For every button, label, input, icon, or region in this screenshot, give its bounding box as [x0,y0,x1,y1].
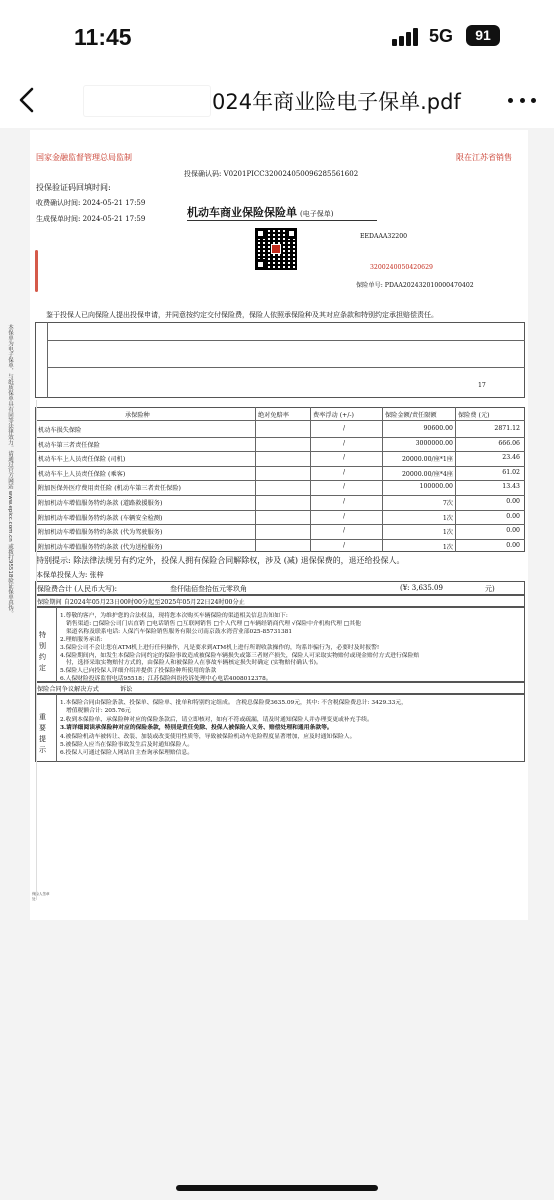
important-notice-item: 2.收到本保险单、承保险种对应的保险条款后，请立即核对，如有不符或疏漏，请及时通知保险人并办理变更或补充手续。 [60,716,373,723]
special-agreement-item: 付，选择采取实物赔付方式的，由保险人和被保险人在事故车辆核定损失时确定 (实物赔付确认书)。 [66,660,322,667]
special-notice: 特别提示: 除法律法规另有约定外，投保人拥有保险合同解除权，涉及 (减) 退保保费的，退还给投保人。 [36,556,405,565]
table-cell: 机动车第三者责任保险 [38,441,100,449]
table-header-cell: 承保险种 [125,412,150,419]
receipt-time: 收费确认时间: 2024-05-21 17:59 [36,199,146,207]
table-cell: 0.00 [506,527,520,535]
policy-number: 保险单号: PDAA202432010000470402 [356,282,474,289]
table-cell: 机动车损失保险 [38,427,82,434]
dispute-value: 诉讼 [120,686,133,693]
premium-total-label: 保险费合计 (人民币大写): [37,585,118,593]
red-number: 3200240050420629 [370,264,433,271]
table-cell: 附加医保外医疗费用责任险 (机动车第三者责任保险) [38,485,181,493]
table-cell: 附加机动车增值服务特约条款 (道路救援服务) [38,500,163,507]
region-text: 限在江苏省销售 [456,153,512,162]
table-cell: 0.00 [506,541,520,549]
important-notice-item: 增值税额合计: 205.76元 [66,708,131,715]
table-cell: 0.00 [506,512,520,520]
special-agreement-item: 销售渠道: □保险公司门店直销 □电话销售 □互联网销售 □个人代理 □车辆经销商代理 √保险中介机构代理 □其他 [66,620,361,627]
special-agreement-item: 5.保险人已向投保人详细介绍并提供了投保险种所使用的条款 [60,668,217,675]
redacted-filename [84,86,210,116]
special-agreement-label: 特别约定 [39,631,46,672]
table-cell: 1次 [442,514,453,522]
table-header-cell: 保险费 (元) [458,412,490,419]
table-cell: 13.43 [502,483,520,491]
table-cell: 100000.00 [419,483,453,491]
table-cell: 666.06 [498,439,520,447]
table-cell: 机动车车上人员责任保险 (乘客) [38,470,126,478]
table-cell: 3000000.00 [415,439,453,447]
table-header-cell: 保险金额/责任限额 [385,412,437,419]
footnote-stamp: 保险人签章处 [32,892,50,901]
nav-title-wrap [84,84,461,118]
more-button[interactable] [504,82,540,118]
back-button[interactable] [12,82,44,118]
regulator-text: 国家金融监督管理总局监制 [36,153,132,162]
table-cell: / [343,541,346,549]
important-notice-item: 4.被保险机动车被转让、改装、加装或改变使用性质等，导致被保险机动车危险程度显著增加，应及时通知保险人。 [60,733,356,740]
chevron-left-icon [12,82,44,118]
special-agreement-item: 1.尊敬的客户，为维护您的合法权益，现将您本次购买车辆保险的渠道相关信息告知如下: [60,613,288,619]
table-cell: / [343,483,346,491]
network-type: 5G [429,26,454,46]
table-cell: / [343,454,346,462]
verify-time-label: 投保验证码回填时间: [36,183,111,192]
important-notice-item: 1.本保险合同由保险条款、投保单、保险单、批单和特别约定组成。 含税总保险费3635.09元，其中: 不含税保险费总计: 3429.33元， [60,700,407,706]
table-cell: 附加机动车增值服务特约条款 (代为送检服务) [38,543,163,551]
signal-icon [392,28,422,46]
gen-time: 生成保单时间: 2024-05-21 17:59 [36,215,146,223]
vehicle-info-fragment: 17 [478,382,486,389]
important-notice-item: 5.被保险人应当在保险事故发生后及时通知保险人。 [60,742,194,748]
table-cell: 23.46 [502,454,520,462]
intro-text: 鉴于投保人已向保险人提出投保申请，并同意按约定交付保险费，保险人依照承保险种及其对应条款和特别约定承担赔偿责任。 [46,311,438,319]
table-cell: / [343,527,346,535]
premium-total-words: 叁仟陆佰叁拾伍元零玖角 [170,585,247,593]
more-horizontal-icon [508,98,513,103]
red-margin-bar [35,250,38,292]
vehicle-info-box [35,322,525,398]
table-cell: 1次 [442,529,453,537]
table-header-cell: 费率浮动 (+/-) [313,412,354,419]
table-cell: 90600.00 [423,425,453,432]
battery-icon: 91 [466,25,500,46]
table-cell: 7次 [442,500,453,507]
title-underline [187,220,377,221]
home-indicator [176,1185,378,1191]
nav-title: 024年商业险电子保单.pdf [212,90,461,114]
code-small: EEDAAA32200 [360,233,408,240]
status-time: 11:45 [74,24,132,50]
special-agreement-item: 渠道名称及联系电话: 人保汽车保险销售服务有限公司南京鼓水湾营业部025-85731381 [66,628,293,635]
insured-person: 本保单投保人为: 张梓 [36,571,104,579]
table-cell: / [343,512,346,520]
important-notice-item: 3.请详细阅读承保险种对应的保险条款，特别是责任免除、投保人被保险人义务、赔偿处理和通用条款等。 [60,725,333,732]
qr-code-icon [255,228,297,270]
confirm-code: 投保确认码: V0201PICC320024050096285561602 [184,170,359,178]
special-agreement-item: 2.理赔服务承诺: [60,636,103,643]
table-cell: 0.00 [506,498,520,505]
special-agreement-item: 6.人保财险投诉监督电话95518；江苏保险纠纷投诉处理中心电话4008012378。 [60,676,272,683]
special-agreement-item: 4.保险期间内，如发生本保险合同约定的保险事故造成被保险车辆损失或第三者财产损失，保险人可采取实物赔付或现金赔付方式进行保险赔 [60,652,420,659]
table-cell: 机动车车上人员责任保险 (司机) [38,456,126,464]
side-legal-text: 本保单为电子保单，与纸质保单具有同等法律效力。请通过官方网站 www.epicc.com.cn 或拨打95518验证保单真伪。 [7,324,13,616]
dispute-label: 保险合同争议解决方式 [37,686,99,693]
insurance-period: 保险期间 自2024年05月23日00时00分起至2025年05月22日24时00分止 [37,599,245,606]
premium-total-number: (¥: 3,635.09 [400,584,443,592]
table-cell: 61.02 [502,468,520,476]
dispute-row [35,682,525,694]
table-cell: 附加机动车增值服务特约条款 (代为驾驶服务) [38,529,163,537]
special-agreement-item: 3.保险公司不会让您在ATM机上进行任何操作，凡是要求到ATM机上进行所谓收款操作的，均系诈骗行为，必要时及时报警! [60,644,380,651]
pdf-viewer[interactable] [0,128,554,1200]
premium-total-unit: 元) [485,585,495,593]
status-bar [0,0,554,72]
table-cell: / [343,425,346,432]
table-cell: 20000.00/座*4座 [401,470,453,478]
table-header-cell: 绝对免赔率 [258,412,289,419]
table-cell: 1次 [442,543,453,551]
table-cell: / [343,468,346,476]
nav-bar [0,72,554,128]
important-notice-item: 6.投保人可通过保险人网站自主查询承保理赔信息。 [60,750,194,757]
table-cell: 附加机动车增值服务特约条款 (车辆安全检测) [38,514,163,522]
pdf-page [30,130,528,920]
table-cell: 20000.00/座*1座 [401,456,453,464]
important-notice-label: 重要提示 [39,713,46,754]
table-cell: 2871.12 [494,425,520,432]
table-cell: / [343,439,346,447]
policy-title: 机动车商业保险保险单 (电子保单) [187,206,334,219]
table-cell: / [343,498,346,505]
